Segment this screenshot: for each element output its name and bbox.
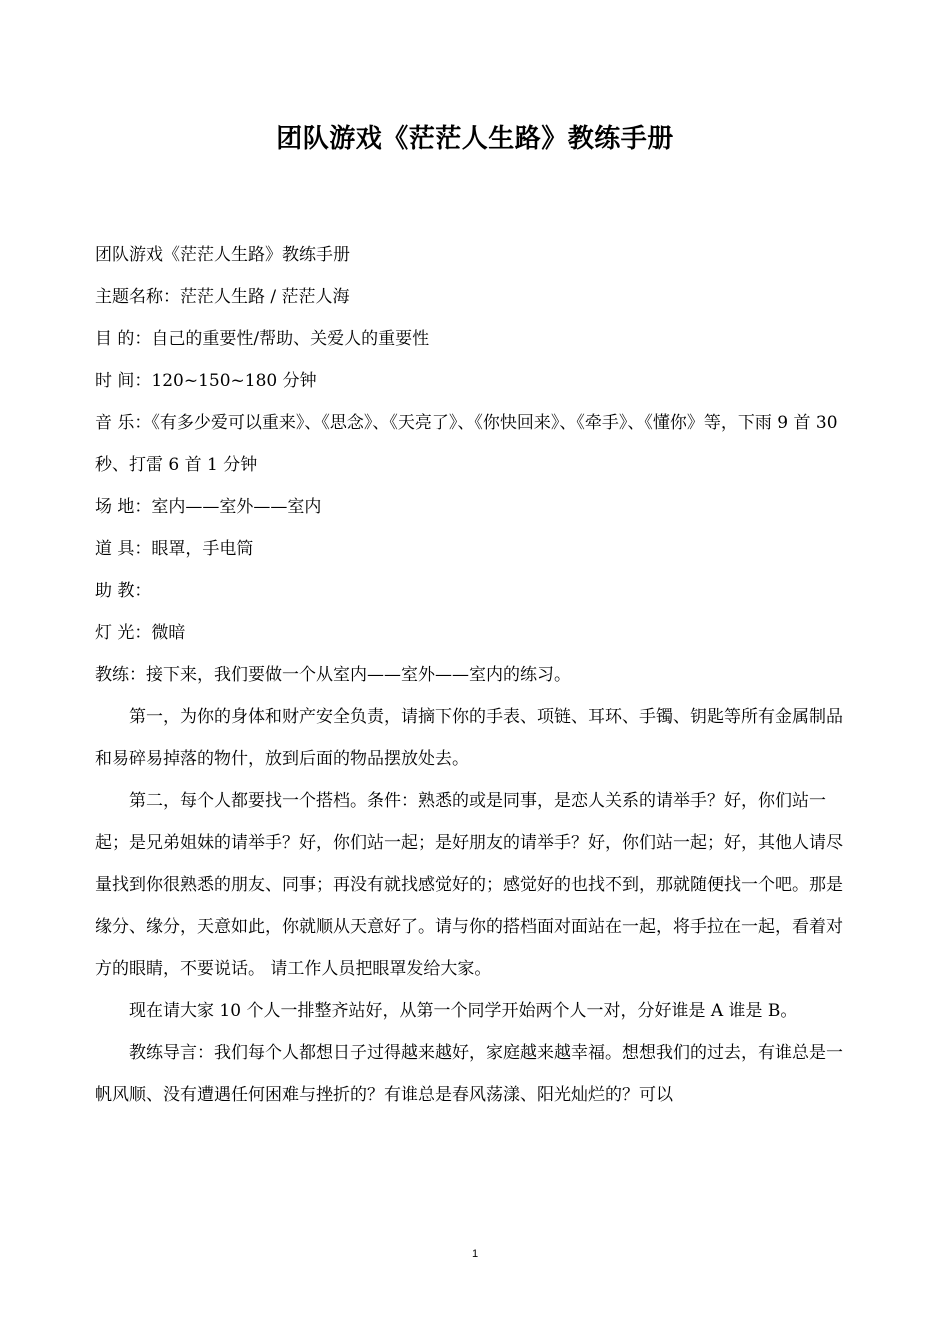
page-number: 1 <box>471 1248 479 1260</box>
paragraph: 团队游戏《茫茫人生路》教练手册 <box>95 245 350 265</box>
paragraph: 灯 光：微暗 <box>95 623 186 643</box>
paragraph: 教练：接下来，我们要做一个从室内——室外——室内的练习。 <box>95 665 571 685</box>
document-body <box>95 234 855 1116</box>
paragraph: 目 的：自己的重要性/帮助、关爱人的重要性 <box>95 329 430 349</box>
paragraph: 助 教： <box>95 581 152 601</box>
paragraph: 第二，每个人都要找一个搭档。条件：熟悉的或是同事，是恋人关系的请举手？好，你们站一起；是兄弟姐妹的请举手？好，你们站一起；是好朋友的请举手？好，你们站一起；好，其他人请尽量找到你很熟悉的朋友、同事；再没有就找感觉好的；感觉好的也找不到，那就随便找一个吧。那是缘分、缘分，天意如此，你就顺从天意好了。请与你的搭档面对面站在一起，将手拉在一起，看着对方的眼睛，不要说话。 请工作人员把眼罩发给大家。 <box>95 791 843 979</box>
paragraph: 场 地：室内——室外——室内 <box>95 497 322 517</box>
paragraph: 主题名称：茫茫人生路 / 茫茫人海 <box>95 287 350 307</box>
paragraph: 音 乐：《有多少爱可以重来》、《思念》、《天亮了》、《你快回来》、《牵手》、《懂你》等，下雨 9 首 30 秒、打雷 6 首 1 分钟 <box>95 413 838 475</box>
document-title: 团队游戏《茫茫人生路》教练手册 <box>276 124 674 154</box>
paragraph: 现在请大家 10 个人一排整齐站好，从第一个同学开始两个人一对，分好谁是 A 谁是 B。 <box>129 1001 798 1021</box>
paragraph: 道 具：眼罩，手电筒 <box>95 539 254 559</box>
paragraph: 教练导言：我们每个人都想日子过得越来越好，家庭越来越幸福。想想我们的过去，有谁总是一帆风顺、没有遭遇任何困难与挫折的？有谁总是春风荡漾、阳光灿烂的？可以 <box>95 1043 843 1105</box>
paragraph: 时 间：120~150~180 分钟 <box>95 371 317 391</box>
paragraph: 第一，为你的身体和财产安全负责，请摘下你的手表、项链、耳环、手镯、钥匙等所有金属制品和易碎易掉落的物什，放到后面的物品摆放处去。 <box>95 707 843 769</box>
